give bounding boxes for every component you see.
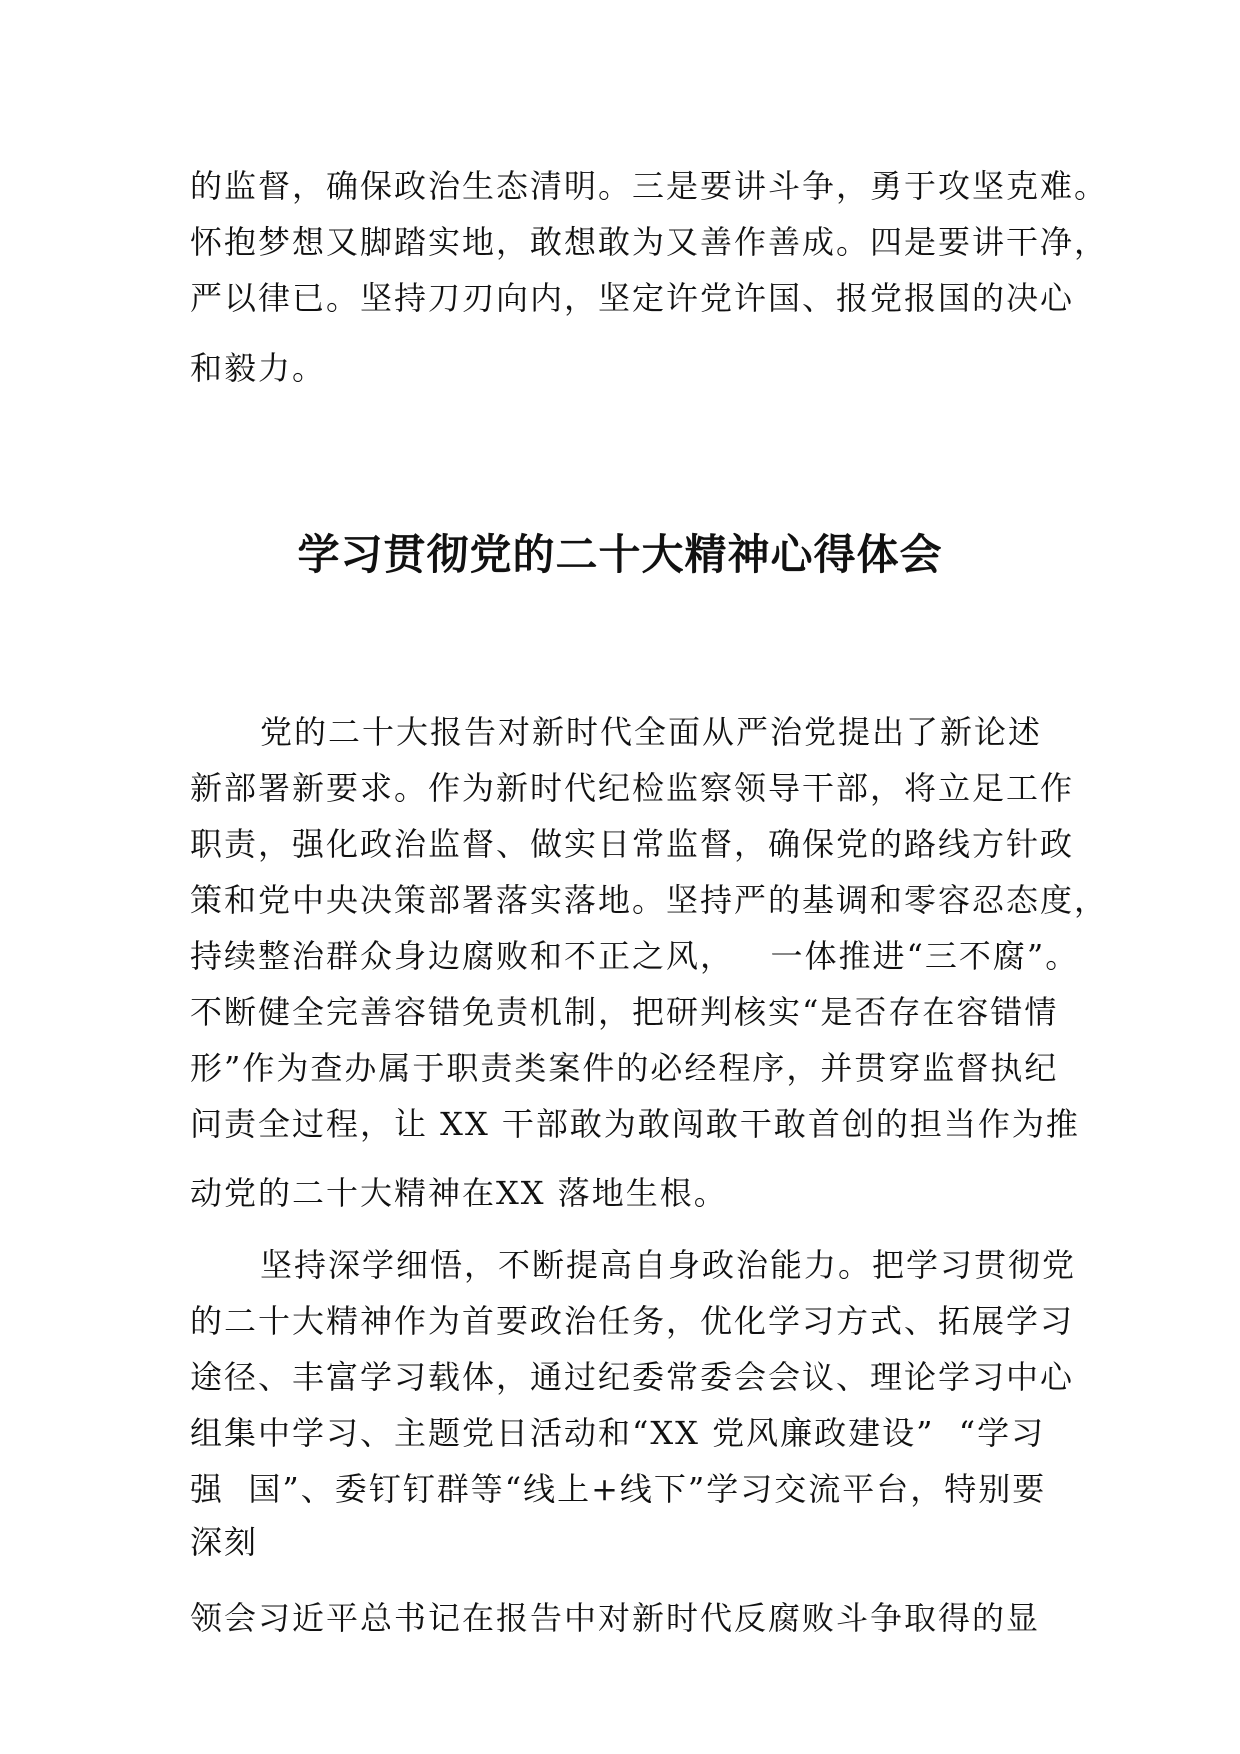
text-line: 动党的二十大精神在XX 落地生根。 <box>190 1174 728 1212</box>
text-line: 坚持深学细悟，不断提高自身政治能力。把学习贯彻党 <box>260 1246 1077 1284</box>
text-line: 职责，强化政治监督、做实日常监督，确保党的路线方针政 <box>190 825 1075 863</box>
text-line: 党的二十大报告对新时代全面从严治党提出了新论述 <box>260 713 1043 751</box>
text-line: 途径、丰富学习载体，通过纪委常委会会议、理论学习中心 <box>190 1358 1075 1396</box>
text-line: 不断健全完善容错免责机制，把研判核实“是否存在容错情 <box>190 993 1059 1031</box>
text-line: 的监督，确保政治生态清明。三是要讲斗争，勇于攻坚克难。 <box>190 167 1109 205</box>
text-line: 形”作为查办属于职责类案件的必经程序，并贯穿监督执纪 <box>190 1049 1059 1087</box>
text-line: 和毅力。 <box>190 349 327 387</box>
text-line: 领会习近平总书记在报告中对新时代反腐败斗争取得的显 <box>190 1599 1041 1637</box>
text-line: 怀抱梦想又脚踏实地，敢想敢为又善作善成。四是要讲干净， <box>190 223 1109 261</box>
text-line: 策和党中央决策部署落实落地。坚持严的基调和零容忍态度， <box>190 881 1109 919</box>
text-line: 持续整治群众身边腐败和不正之风， 一体推进“三不腐”。 <box>190 937 1080 975</box>
text-line: 问责全过程，让 XX 干部敢为敢闯敢干敢首创的担当作为推 <box>190 1105 1080 1143</box>
text-line: 深刻 <box>190 1523 259 1561</box>
text-line: 新部署新要求。作为新时代纪检监察领导干部，将立足工作 <box>190 769 1075 807</box>
text-line: 强 国”、委钉钉群等“线上+线下”学习交流平台，特别要 <box>190 1470 1047 1508</box>
document-title: 学习贯彻党的二十大精神心得体会 <box>297 530 943 579</box>
text-line: 严以律已。坚持刀刃向内，坚定许党许国、报党报国的决心 <box>190 279 1075 317</box>
text-line: 的二十大精神作为首要政治任务，优化学习方式、拓展学习 <box>190 1302 1075 1340</box>
text-line: 组集中学习、主题党日活动和“XX 党风廉政建设” “学习 <box>190 1414 1046 1452</box>
